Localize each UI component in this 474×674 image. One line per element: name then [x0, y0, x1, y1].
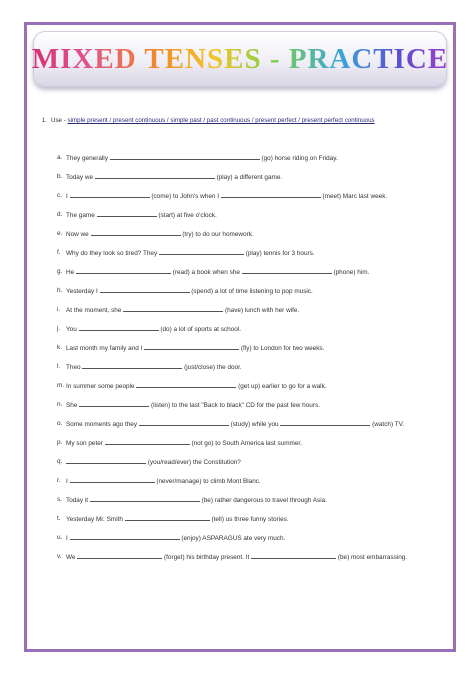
item-letter: q.: [57, 458, 63, 465]
item-text: In summer some people: [66, 383, 137, 390]
answer-blank[interactable]: [139, 419, 229, 426]
exercise-item: [57, 210, 443, 220]
item-letter: e.: [57, 230, 63, 237]
exercise-item: [57, 172, 443, 182]
item-text: (study) while you: [230, 421, 281, 428]
item-text: (have) lunch with her wife.: [224, 307, 300, 314]
item-text: I: [66, 535, 70, 542]
exercise-item: [57, 286, 443, 296]
item-text: I: [66, 478, 70, 485]
answer-blank[interactable]: [95, 172, 215, 179]
exercise-item: [57, 267, 443, 277]
answer-blank[interactable]: [79, 324, 159, 331]
item-letter: h.: [57, 287, 63, 294]
exercise-item: [57, 438, 443, 448]
item-text: (meet) Marc last week.: [322, 193, 388, 200]
item-text: (play) a different game.: [216, 174, 283, 181]
item-text: You: [66, 326, 79, 333]
answer-blank[interactable]: [221, 191, 321, 198]
exercise-item: [57, 533, 443, 543]
item-letter: g.: [57, 268, 63, 275]
item-text: (spend) a lot of time listening to pop music.: [191, 288, 313, 295]
answer-blank[interactable]: [105, 438, 190, 445]
item-text: Some moments ago they: [66, 421, 139, 428]
exercise-item: [57, 305, 443, 315]
item-text: At the moment, she: [66, 307, 124, 314]
item-letter: s.: [57, 496, 62, 503]
answer-blank[interactable]: [91, 229, 181, 236]
item-text: (do) a lot of sports at school.: [160, 326, 241, 333]
item-text: (not go) to South America last summer.: [191, 440, 302, 447]
item-text: (go) horse riding on Friday.: [261, 155, 338, 162]
item-text: (just/close) the door.: [184, 364, 242, 371]
item-text: Last month my family and I: [66, 345, 145, 352]
item-text: (you/read/ever) the Constitution?: [147, 459, 241, 466]
exercise-list: [57, 153, 443, 571]
exercise-item: [57, 419, 443, 429]
answer-blank[interactable]: [70, 191, 150, 198]
item-text: (come) to John's when I: [151, 193, 221, 200]
instructions: [33, 116, 445, 125]
item-text: Today it: [66, 497, 90, 504]
item-text: The game: [66, 212, 97, 219]
item-text: (never/manage) to climb Mont Blanc.: [156, 478, 261, 485]
item-text: (forget) his birthday present. It: [164, 554, 252, 561]
instructions-lead: Use -: [51, 117, 68, 124]
item-text: Why do they look so tired? They: [66, 250, 159, 257]
answer-blank[interactable]: [90, 495, 200, 502]
item-text: Now we: [66, 231, 91, 238]
item-text: Yesterday Mr. Smith: [66, 516, 125, 523]
item-text: (fly) to London for two weeks.: [240, 345, 325, 352]
answer-blank[interactable]: [66, 457, 146, 464]
item-letter: c.: [57, 192, 62, 199]
item-letter: n.: [57, 401, 63, 408]
item-letter: r.: [57, 477, 61, 484]
exercise-item: [57, 476, 443, 486]
item-letter: f.: [57, 249, 61, 256]
answer-blank[interactable]: [159, 248, 244, 255]
item-letter: b.: [57, 173, 63, 180]
answer-blank[interactable]: [136, 381, 236, 388]
exercise-item: [57, 381, 443, 391]
item-text: (get up) earlier to go for a walk.: [238, 383, 327, 390]
item-text: He: [66, 269, 76, 276]
exercise-item: [57, 343, 443, 353]
item-letter: a.: [57, 154, 63, 161]
item-letter: t.: [57, 515, 61, 522]
item-text: (play) tennis for 3 hours.: [245, 250, 315, 257]
item-letter: o.: [57, 420, 63, 427]
item-letter: m.: [57, 382, 65, 389]
item-text: (read) a book when she: [172, 269, 242, 276]
item-text: I: [66, 193, 70, 200]
item-letter: v.: [57, 553, 62, 560]
answer-blank[interactable]: [82, 362, 182, 369]
item-text: Today we: [66, 174, 95, 181]
item-text: Yesterday I: [66, 288, 100, 295]
exercise-item: [57, 248, 443, 258]
answer-blank[interactable]: [251, 552, 336, 559]
item-text: (be) rather dangerous to travel through Asia.: [201, 497, 327, 504]
item-text: (tell) us three funny stories.: [211, 516, 289, 523]
page-title: MIXED TENSES - PRACTICE: [31, 42, 449, 75]
answer-blank[interactable]: [79, 400, 149, 407]
item-text: (be) most embarrassing.: [337, 554, 408, 561]
answer-blank[interactable]: [100, 286, 190, 293]
exercise-item: [57, 191, 443, 201]
item-text: (start) at five o'clock.: [158, 212, 217, 219]
item-text: (phone) him.: [333, 269, 370, 276]
answer-blank[interactable]: [77, 552, 162, 559]
item-letter: k.: [57, 344, 62, 351]
item-text: (listen) to the last "Back to black" CD for the past few hours.: [150, 402, 320, 409]
exercise-item: [57, 153, 443, 163]
item-letter: p.: [57, 439, 63, 446]
exercise-item: [57, 324, 443, 334]
worksheet: [24, 22, 456, 652]
item-text: (enjoy) ASPARAGUS ate very much.: [181, 535, 286, 542]
answer-blank[interactable]: [242, 267, 332, 274]
tense-options: simple present / present continuous / simple past / past continuous / present perfect / present perfect continuous: [67, 117, 375, 124]
answer-blank[interactable]: [123, 305, 223, 312]
item-text: (watch) TV.: [372, 421, 405, 428]
exercise-item: [57, 400, 443, 410]
item-text: My son peter: [66, 440, 105, 447]
title-banner: [33, 31, 447, 87]
item-text: (try) to do our homework.: [182, 231, 254, 238]
answer-blank[interactable]: [110, 153, 260, 160]
answer-blank[interactable]: [144, 343, 239, 350]
exercise-item: [57, 229, 443, 239]
item-letter: l.: [57, 363, 61, 370]
exercise-item: [57, 495, 443, 505]
item-letter: j.: [57, 325, 61, 332]
exercise-number: 1.: [41, 117, 47, 124]
item-text: We: [66, 554, 78, 561]
exercise-item: [57, 362, 443, 372]
item-letter: d.: [57, 211, 63, 218]
item-text: Theo: [66, 364, 83, 371]
exercise-item: [57, 514, 443, 524]
answer-blank[interactable]: [97, 210, 157, 217]
answer-blank[interactable]: [76, 267, 171, 274]
answer-blank[interactable]: [280, 419, 370, 426]
answer-blank[interactable]: [70, 476, 155, 483]
answer-blank[interactable]: [125, 514, 210, 521]
item-letter: u.: [57, 534, 63, 541]
item-letter: i.: [57, 306, 61, 313]
item-text: They generally: [66, 155, 110, 162]
exercise-item: [57, 552, 443, 562]
item-text: She: [66, 402, 80, 409]
exercise-item: [57, 457, 443, 467]
answer-blank[interactable]: [70, 533, 180, 540]
